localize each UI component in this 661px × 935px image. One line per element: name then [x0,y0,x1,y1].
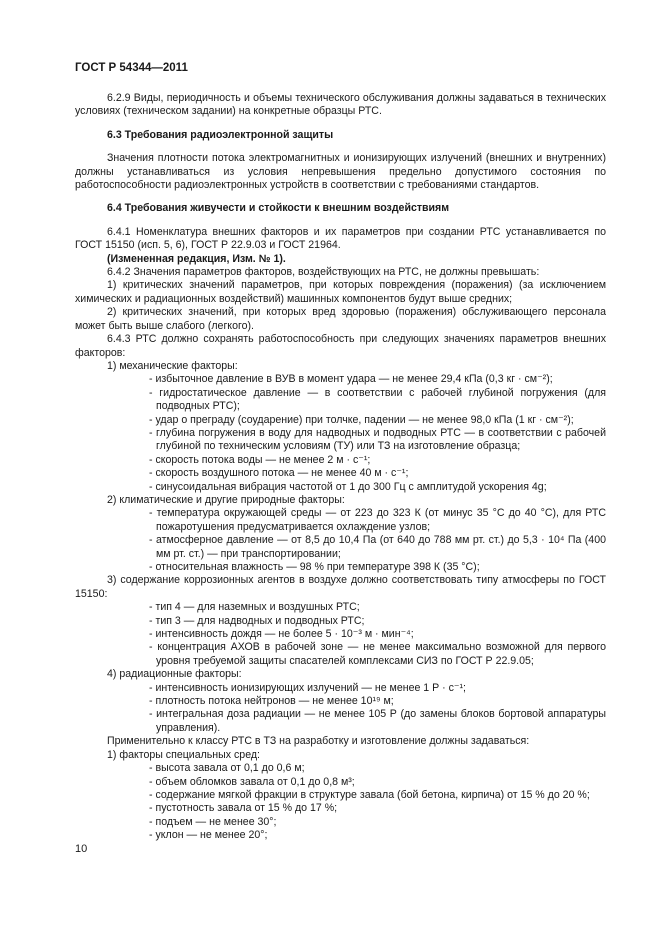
list-item: - глубина погружения в воду для надводных и подводных РТС — в соответствии с рабочей глубиной по техническим условиям (ТУ) или ТЗ на изготовление образца; [149,426,606,453]
list-item: - атмосферное давление — от 8,5 до 10,4 Па (от 640 до 788 мм рт. ст.) до 5,3 · 10⁴ Па (400 мм рт. ст.) — при транспортировании; [149,534,606,560]
list-item: - интегральная доза радиации — не менее 105 Р (до замены блоков бортовой аппаратуры управления). [149,708,606,734]
page-number: 10 [75,843,88,855]
list-heading-mechanical: 1) механические факторы: [107,359,238,372]
paragraph-6-2-9: 6.2.9 Виды, периодичность и объемы технического обслуживания должны задаваться в технических условиях (техническом задании) на конкретные образцы РТС. [75,92,606,118]
list-item: - скорость воздушного потока — не менее 40 м · с⁻¹; [149,467,409,480]
list-item: - удар о преграду (соударение) при толчке, падении — не менее 98,0 кПа (1 кг · см⁻²); [149,413,574,426]
list-heading-special: 1) факторы специальных сред: [107,748,260,761]
list-item: - избыточное давление в ВУВ в момент удара — не менее 29,4 кПа (0,3 кг · см⁻²); [149,373,553,386]
paragraph-6-4-2-item-1: 1) критических значений параметров, при которых повреждения (поражения) (за исключением химических и радиационных воздействий) машинных компонентов будут выше средних; [75,279,606,305]
list-item: - тип 4 — для наземных и воздушных РТС; [149,601,360,614]
list-item: - интенсивность дождя — не более 5 · 10⁻³ м · мин⁻⁴; [149,628,414,641]
list-item: - тип 3 — для надводных и подводных РТС; [149,614,365,627]
list-heading-radiation: 4) радиационные факторы: [107,668,242,681]
list-item: - гидростатическое давление — в соответствии с рабочей глубиной погружения (для подводных РТС); [149,386,606,413]
section-heading-6-4: 6.4 Требования живучести и стойкости к внешним воздействиям [107,202,450,215]
list-item: - подъем — не менее 30°; [149,815,277,828]
list-item: - содержание мягкой фракции в структуре завала (бой бетона, кирпича) от 15 % до 20 %; [149,788,590,801]
edition-note: (Измененная редакция, Изм. № 1). [107,252,286,265]
paragraph-6-3: Значения плотности потока электромагнитных и ионизирующих излучений (внешних и внутренних) должны устанавливаться из условия непревышения предельно допустимого состояния по работоспособности радиоэлектронных устройств в соответствии с требованиями стандартов. [75,152,606,192]
document-header: ГОСТ Р 54344—2011 [75,62,188,74]
list-item: - относительная влажность — 98 % при температуре 398 К (35 °С); [149,561,480,573]
paragraph-6-4-2: 6.4.2 Значения параметров факторов, воздействующих на РТС, не должны превышать: [107,266,540,279]
list-item: - пустотность завала от 15 % до 17 %; [149,802,338,815]
list-item: - плотность потока нейтронов — не менее 10¹⁹ м; [149,695,394,708]
list-heading-corrosive: 3) содержание коррозионных агентов в воздухе должно соответствовать типу атмосферы по ГОСТ 15150: [75,574,606,600]
list-item: - температура окружающей среды — от 223 до 323 К (от минус 35 °С до 40 °С), для РТС пожаротушения предусматривается охлаждение узлов; [149,507,606,533]
paragraph-6-4-2-item-2: 2) критических значений, при которых вред здоровью (поражения) обслуживающего персонала может быть выше слабого (легкого). [75,306,606,332]
list-item: - скорость потока воды — не менее 2 м · с⁻¹; [149,453,371,466]
list-item: - концентрация АХОВ в рабочей зоне — не менее максимально возможной для первого уровня требуемой защиты спасателей комплексами СИЗ по ГОСТ Р 22.9.05; [149,641,606,667]
list-item: - уклон — не менее 20°; [149,829,268,842]
list-heading-climatic: 2) климатические и другие природные факторы: [107,493,345,506]
list-item: - высота завала от 0,1 до 0,6 м; [149,762,305,775]
section-heading-6-3: 6.3 Требования радиоэлектронной защиты [107,128,334,141]
paragraph-6-4-1: 6.4.1 Номенклатура внешних факторов и их параметров при создании РТС устанавливается по ГОСТ 15150 (исп. 5, 6), ГОСТ Р 22.9.03 и ГОСТ 21964. [75,225,606,252]
paragraph-apply: Применительно к классу РТС в ТЗ на разработку и изготовление должны задаваться: [107,735,530,748]
list-item: - синусоидальная вибрация частотой от 1 до 300 Гц с амплитудой ускорения 4g; [149,480,547,493]
list-item: - объем обломков завала от 0,1 до 0,8 м³; [149,775,355,788]
document-body [75,92,606,843]
paragraph-6-4-3: 6.4.3 РТС должно сохранять работоспособность при следующих значениях параметров внешних факторов: [75,333,606,359]
list-item: - интенсивность ионизирующих излучений — не менее 1 Р · с⁻¹; [149,681,466,694]
